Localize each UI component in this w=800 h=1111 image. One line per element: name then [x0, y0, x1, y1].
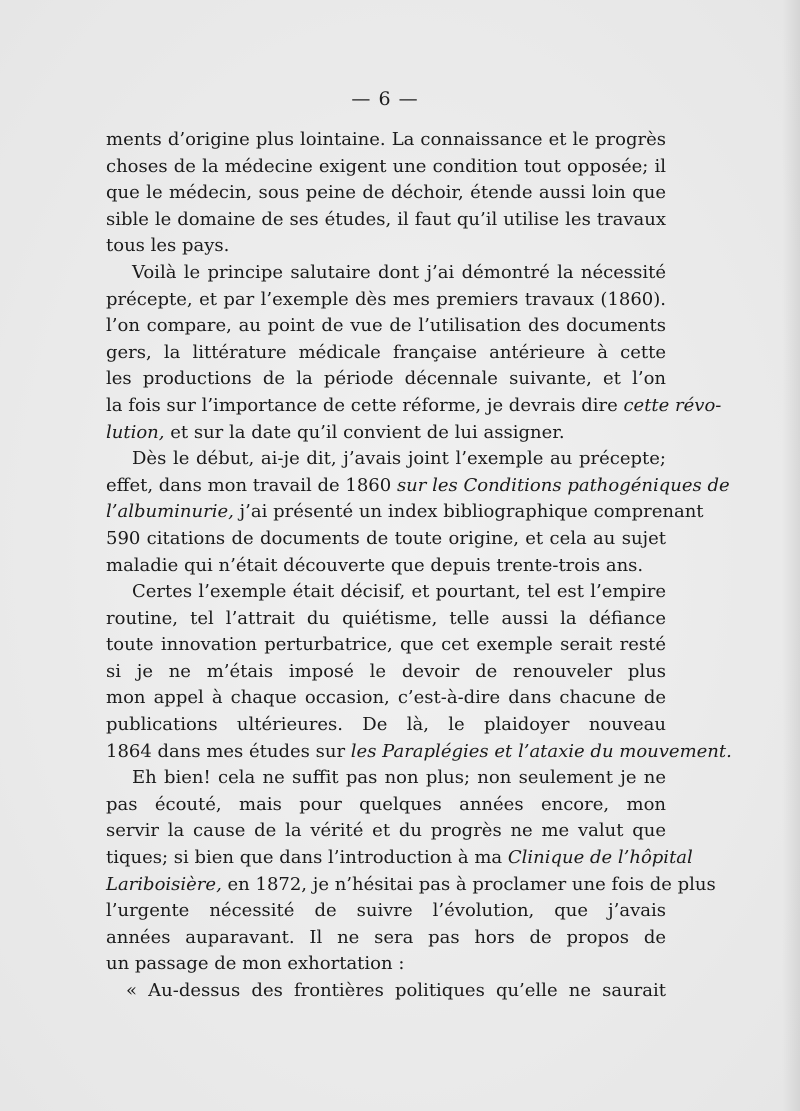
text-line: tous les pays. [106, 235, 230, 257]
text-line: l’on compare, au point de vue de l’utilisation des documents [106, 315, 666, 337]
text-line: précepte, et par l’exemple dès mes premiers travaux (1860). [106, 288, 666, 310]
text-line: routine, tel l’attrait du quiétisme, telle aussi la défiance [106, 607, 666, 629]
text-line: que le médecin, sous peine de déchoir, étende aussi loin que [106, 182, 666, 204]
text-line: ments d’origine plus lointaine. La connaissance et le progrès [106, 129, 666, 150]
text-line: gers, la littérature médicale française antérieure à cette [106, 341, 666, 363]
page-edge-shadow [782, 0, 800, 1111]
text-line: Eh bien! cela ne suffit pas non plus; non seulement je ne [132, 767, 666, 789]
italic-run: les Paraplégies et l’ataxie du mouvement. [350, 740, 732, 762]
text-line [106, 420, 666, 447]
text-run: en 1872, je n’hésitai pas à proclamer une fois de plus [221, 873, 716, 895]
text-line: un passage de mon exhortation : [106, 953, 405, 975]
italic-run: l’albuminurie, [106, 501, 234, 523]
text-line: Voilà le principe salutaire dont j’ai démontré la nécessité [132, 261, 666, 283]
text-line [106, 845, 693, 872]
text-run: effet, dans mon travail de 1860 [106, 474, 397, 496]
italic-run: Lariboisière, [106, 873, 222, 895]
text-line [106, 739, 732, 766]
text-line [106, 473, 730, 500]
text-line: les productions de la période décennale suivante, et l’on [106, 368, 666, 390]
text-line: années auparavant. Il ne sera pas hors de propos de [106, 926, 666, 948]
text-run: la fois sur l’importance de cette réforme, je devrais dire [106, 394, 624, 416]
text-run: j’ai présenté un index bibliographique comprenant [233, 501, 704, 523]
text-run: tiques; si bien que dans l’introduction à ma [106, 847, 508, 869]
text-line: toute innovation perturbatrice, que cet exemple serait resté [106, 634, 666, 656]
text-line [106, 872, 716, 899]
text-line: 590 citations de documents de toute origine, et cela au sujet [106, 527, 666, 549]
text-line: choses de la médecine exigent une condition tout opposée; il [106, 155, 666, 177]
text-line: Dès le début, ai-je dit, j’avais joint l’exemple au précepte; [132, 448, 666, 470]
italic-run: cette révo- [623, 394, 722, 416]
text-line: l’urgente nécessité de suivre l’évolution, que j’avais [106, 900, 666, 922]
italic-run: Clinique de l’hôpital [507, 847, 693, 869]
text-run: 1864 dans mes études sur [106, 740, 351, 762]
text-line [106, 393, 722, 420]
text-line: servir la cause de la vérité et du progrès ne me valut que [106, 820, 666, 842]
page-number: — 6 — [351, 88, 419, 110]
text-line: maladie qui n’était découverte que depuis trente-trois ans. [106, 554, 644, 576]
text-run: et sur la date qu’il convient de lui assigner. [164, 421, 565, 443]
text-line: mon appel à chaque occasion, c’est-à-dire dans chacune de [106, 687, 666, 709]
text-line: « Au-dessus des frontières politiques qu’elle ne saurait [126, 980, 666, 1001]
body-text [106, 127, 732, 1005]
text-line: sible le domaine de ses études, il faut qu’il utilise les travaux [106, 208, 666, 230]
text-line: si je ne m’étais imposé le devoir de renouveler plus [106, 660, 666, 682]
text-line: pas écouté, mais pour quelques années encore, mon [106, 793, 666, 815]
text-line [106, 499, 704, 526]
text-line: publications ultérieures. De là, le plaidoyer nouveau [106, 714, 666, 736]
italic-run: lution, [106, 421, 165, 443]
text-line: Certes l’exemple était décisif, et pourtant, tel est l’empire [132, 581, 666, 603]
italic-run: sur les Conditions pathogéniques de [396, 474, 730, 496]
